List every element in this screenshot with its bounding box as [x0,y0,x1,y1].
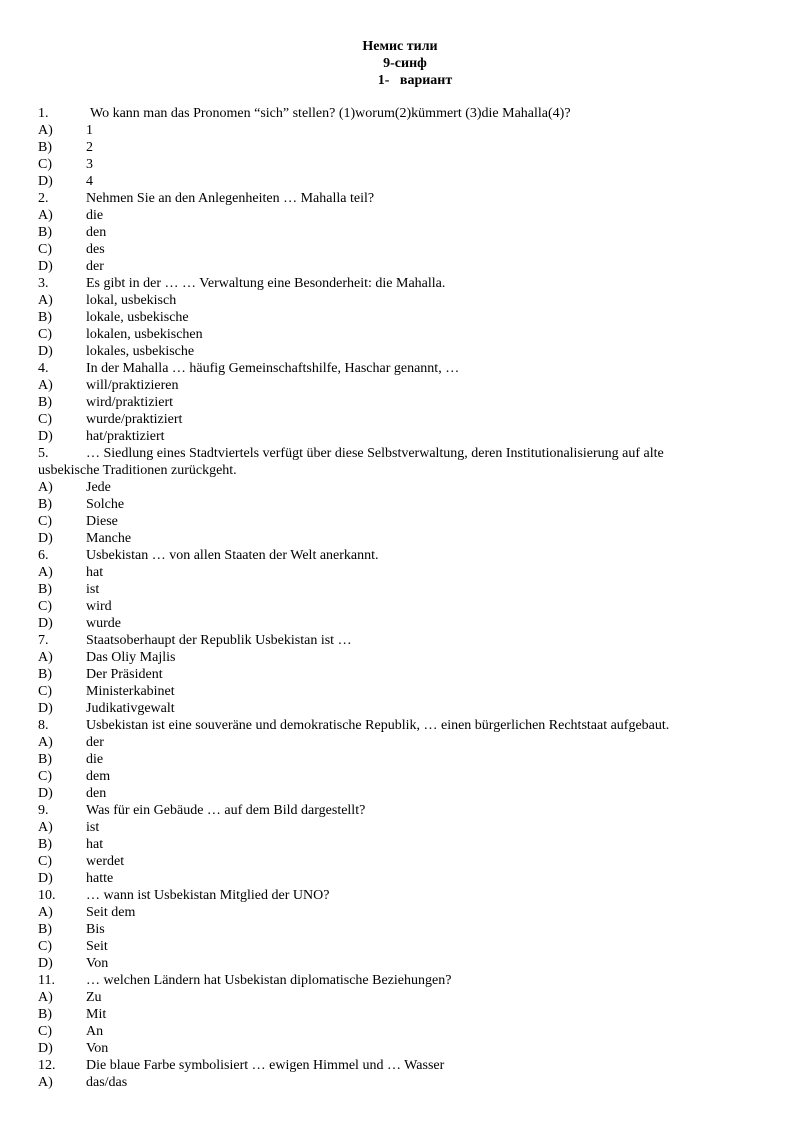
option-letter: B) [38,752,52,767]
answer-option [38,683,738,700]
question-text: … welchen Ländern hat Usbekistan diplomatische Beziehungen? [86,973,452,988]
question-text: Die blaue Farbe symbolisiert … ewigen Himmel und … Wasser [86,1058,445,1073]
answer-option [38,428,738,445]
answer-option [38,394,738,411]
option-text: 4 [86,174,93,189]
answer-option [38,309,738,326]
question-number: 3. [38,276,49,291]
option-letter: A) [38,735,53,750]
document-header [0,38,800,89]
answer-option [38,139,738,156]
question-line [38,1057,738,1074]
option-text: der [86,735,104,750]
option-text: wird [86,599,112,614]
question-number: 11. [38,973,55,988]
answer-option [38,989,738,1006]
option-letter: B) [38,837,52,852]
question-text: … wann ist Usbekistan Mitglied der UNO? [86,888,330,903]
option-letter: B) [38,310,52,325]
question-text: Wo kann man das Pronomen “sich” stellen? (1)worum(2)kümmert (3)die Mahalla(4)? [90,106,571,121]
option-letter: B) [38,582,52,597]
option-text: den [86,786,107,801]
option-letter: B) [38,395,52,410]
answer-option [38,173,738,190]
option-text: will/praktizieren [86,378,179,393]
option-text: werdet [86,854,125,869]
option-letter: D) [38,956,53,971]
option-text: An [86,1024,104,1039]
answer-option [38,241,738,258]
option-text: ist [86,582,100,597]
option-text: wurde/praktiziert [86,412,183,427]
option-text: hat [86,837,104,852]
question-line [38,190,738,207]
option-letter: C) [38,1024,52,1039]
question-text: Staatsoberhaupt der Republik Usbekistan ist … [86,633,352,648]
option-text: das/das [86,1075,128,1090]
option-letter: A) [38,123,53,138]
option-letter: B) [38,225,52,240]
option-letter: A) [38,820,53,835]
answer-option [38,1023,738,1040]
option-text: Seit [86,939,108,954]
answer-option [38,955,738,972]
option-text: Solche [86,497,125,512]
option-letter: D) [38,1041,53,1056]
question-text: Nehmen Sie an den Anlegenheiten … Mahalla teil? [86,191,375,206]
option-text: den [86,225,107,240]
option-letter: C) [38,939,52,954]
answer-option [38,904,738,921]
option-text: 3 [86,157,93,172]
option-letter: C) [38,157,52,172]
answer-option [38,598,738,615]
option-text: lokal, usbekisch [86,293,177,308]
answer-option [38,292,738,309]
answer-option [38,411,738,428]
option-text: Bis [86,922,105,937]
question-text: Usbekistan … von allen Staaten der Welt anerkannt. [86,548,379,563]
answer-option [38,700,738,717]
option-text: Das Oliy Majlis [86,650,176,665]
answer-option [38,530,738,547]
option-letter: A) [38,1075,53,1090]
option-text: dem [86,769,111,784]
option-letter: A) [38,293,53,308]
answer-option [38,343,738,360]
option-text: hatte [86,871,114,886]
option-text: Jede [86,480,111,495]
answer-option [38,224,738,241]
option-text: Von [86,956,109,971]
option-letter: C) [38,769,52,784]
option-letter: B) [38,922,52,937]
option-letter: D) [38,344,53,359]
answer-option [38,513,738,530]
option-letter: D) [38,871,53,886]
option-text: 2 [86,140,93,155]
option-letter: D) [38,616,53,631]
option-text: 1 [86,123,93,138]
option-text: Judikativgewalt [86,701,175,716]
option-letter: D) [38,429,53,444]
option-letter: D) [38,531,53,546]
option-letter: C) [38,599,52,614]
answer-option [38,938,738,955]
answer-option [38,1074,738,1091]
question-line [38,105,738,122]
option-text: lokale, usbekische [86,310,189,325]
question-line [38,632,738,649]
answer-option [38,870,738,887]
option-text: lokalen, usbekischen [86,327,203,342]
question-text-continuation: usbekische Traditionen zurückgeht. [38,463,237,478]
answer-option [38,649,738,666]
question-text: Es gibt in der … … Verwaltung eine Besonderheit: die Mahalla. [86,276,446,291]
answer-option [38,615,738,632]
option-text: die [86,208,104,223]
question-list [38,105,738,1091]
question-line [38,887,738,904]
question-number: 2. [38,191,49,206]
answer-option [38,156,738,173]
option-letter: A) [38,990,53,1005]
answer-option [38,853,738,870]
answer-option [38,258,738,275]
question-number: 5. [38,446,49,461]
option-letter: D) [38,174,53,189]
option-text: die [86,752,104,767]
option-text: Von [86,1041,109,1056]
answer-option [38,207,738,224]
option-text: ist [86,820,100,835]
answer-option [38,785,738,802]
option-text: wurde [86,616,121,631]
option-letter: A) [38,480,53,495]
answer-option [38,1006,738,1023]
option-text: hat [86,565,104,580]
subject-title: Немис тили [362,39,438,54]
option-text: Diese [86,514,118,529]
answer-option [38,819,738,836]
question-line [38,717,738,734]
answer-option [38,122,738,139]
answer-option [38,666,738,683]
answer-option [38,768,738,785]
option-letter: C) [38,684,52,699]
question-text: Was für ein Gebäude … auf dem Bild dargestellt? [86,803,366,818]
question-line [38,972,738,989]
option-letter: C) [38,514,52,529]
option-letter: B) [38,140,52,155]
option-letter: D) [38,259,53,274]
question-number: 10. [38,888,56,903]
answer-option [38,326,738,343]
option-letter: A) [38,378,53,393]
option-text: wird/praktiziert [86,395,174,410]
answer-option [38,921,738,938]
question-line [38,360,738,377]
option-letter: C) [38,854,52,869]
answer-option [38,751,738,768]
question-number: 7. [38,633,49,648]
question-number: 9. [38,803,49,818]
option-letter: C) [38,327,52,342]
option-letter: A) [38,208,53,223]
option-letter: B) [38,667,52,682]
option-letter: B) [38,1007,52,1022]
answer-option [38,479,738,496]
answer-option [38,564,738,581]
answer-option [38,836,738,853]
answer-option [38,581,738,598]
question-number: 1. [38,106,49,121]
answer-option [38,1040,738,1057]
option-text: lokales, usbekische [86,344,195,359]
option-text: Seit dem [86,905,136,920]
option-letter: D) [38,701,53,716]
option-text: der [86,259,104,274]
option-text: des [86,242,105,257]
option-letter: B) [38,497,52,512]
variant-title: 1- вариант [377,73,453,88]
option-letter: C) [38,412,52,427]
answer-option [38,496,738,513]
answer-option [38,377,738,394]
question-number: 8. [38,718,49,733]
question-line [38,547,738,564]
question-text: … Siedlung eines Stadtviertels verfügt über diese Selbstverwaltung, deren Institutionalisierung auf alte [86,446,664,461]
grade-title: 9-синф [383,56,427,71]
option-text: Der Präsident [86,667,163,682]
option-text: Zu [86,990,102,1005]
option-letter: D) [38,786,53,801]
option-letter: A) [38,650,53,665]
question-number: 6. [38,548,49,563]
question-line [38,802,738,819]
question-line [38,275,738,292]
option-letter: A) [38,905,53,920]
question-number: 12. [38,1058,56,1073]
option-text: Ministerkabinet [86,684,175,699]
option-text: Manche [86,531,132,546]
question-number: 4. [38,361,49,376]
option-text: hat/praktiziert [86,429,165,444]
question-line [38,445,738,462]
answer-option [38,734,738,751]
option-text: Mit [86,1007,107,1022]
question-text: In der Mahalla … häufig Gemeinschaftshilfe, Haschar genannt, … [86,361,460,376]
option-letter: A) [38,565,53,580]
option-letter: C) [38,242,52,257]
question-text: Usbekistan ist eine souveräne und demokratische Republik, … einen bürgerlichen Rechtstaat aufgebaut. [86,718,670,733]
